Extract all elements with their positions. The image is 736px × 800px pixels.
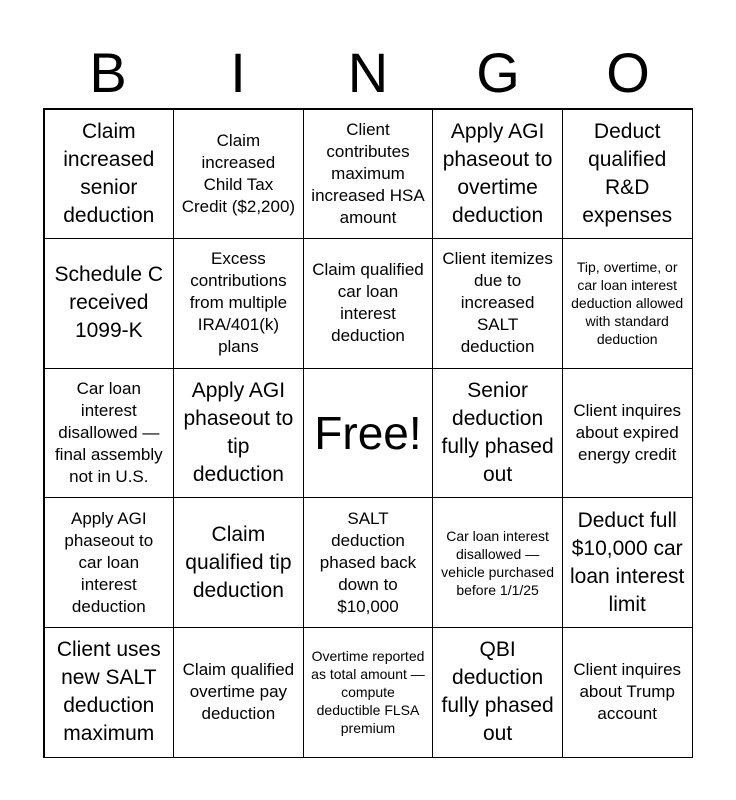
- bingo-cell[interactable]: [173, 238, 304, 369]
- cell-text: Claim qualified tip deduction: [185, 522, 292, 602]
- bingo-cell[interactable]: [173, 109, 304, 240]
- bingo-cell[interactable]: [303, 497, 434, 628]
- cell-text: Deduct qualified R&D expenses: [582, 119, 673, 227]
- header-letter-o: O: [606, 41, 650, 104]
- cell-text: Client inquires about expired energy credit: [573, 400, 682, 464]
- header-letter-b: B: [89, 41, 127, 104]
- bingo-cell[interactable]: [173, 627, 304, 758]
- bingo-cell[interactable]: [432, 109, 563, 240]
- bingo-cell[interactable]: [562, 497, 693, 628]
- cell-text: Claim increased Child Tax Credit ($2,200): [181, 130, 296, 216]
- bingo-cell[interactable]: [44, 627, 175, 758]
- cell-text: Free!: [314, 406, 422, 459]
- header-letter-g: G: [476, 41, 520, 104]
- bingo-cell[interactable]: [562, 238, 693, 369]
- bingo-cell[interactable]: [44, 368, 175, 499]
- bingo-cell[interactable]: [44, 497, 175, 628]
- cell-text: Client inquires about Trump account: [573, 660, 682, 724]
- header-letter-i: I: [230, 41, 246, 104]
- bingo-cell[interactable]: [303, 627, 434, 758]
- cell-text: Claim qualified overtime pay deduction: [182, 660, 295, 724]
- bingo-cell[interactable]: [303, 238, 434, 369]
- cell-text: Client contributes maximum increased HSA amount: [311, 119, 425, 227]
- cell-text: Apply AGI phaseout to car loan interest deduction: [64, 508, 154, 616]
- cell-text: Tip, overtime, or car loan interest deduction allowed with standard deduction: [571, 259, 684, 348]
- cell-text: Claim qualified car loan interest deduction: [312, 260, 424, 346]
- cell-text: Deduct full $10,000 car loan interest limit: [569, 508, 685, 616]
- bingo-board: [43, 108, 693, 758]
- cell-text: Claim increased senior deduction: [63, 119, 155, 227]
- bingo-cell[interactable]: [562, 109, 693, 240]
- cell-text: Car loan interest disallowed — vehicle purchased before 1/1/25: [441, 527, 555, 598]
- cell-text: QBI deduction fully phased out: [441, 638, 554, 746]
- cell-text: Client itemizes due to increased SALT deduction: [442, 249, 553, 357]
- cell-text: Overtime reported as total amount — compute deductible FLSA premium: [311, 648, 425, 737]
- free-space-cell[interactable]: [303, 368, 434, 499]
- bingo-cell[interactable]: [562, 368, 693, 499]
- cell-text: Apply AGI phaseout to tip deduction: [183, 378, 294, 486]
- cell-text: SALT deduction phased back down to $10,000: [319, 508, 417, 616]
- cell-text: Excess contributions from multiple IRA/401(k) plans: [189, 249, 288, 357]
- bingo-header: [43, 38, 693, 108]
- header-letter-n: N: [347, 41, 389, 104]
- bingo-cell[interactable]: [44, 109, 175, 240]
- cell-text: Apply AGI phaseout to overtime deduction: [442, 119, 553, 227]
- cell-text: Car loan interest disallowed — final assembly not in U.S.: [54, 378, 163, 486]
- cell-text: Schedule C received 1099-K: [54, 263, 164, 343]
- bingo-cell[interactable]: [432, 238, 563, 369]
- bingo-cell[interactable]: [173, 368, 304, 499]
- cell-text: Client uses new SALT deduction maximum: [56, 638, 161, 746]
- bingo-cell[interactable]: [432, 627, 563, 758]
- cell-text: Senior deduction fully phased out: [441, 378, 554, 486]
- bingo-cell[interactable]: [432, 497, 563, 628]
- bingo-cell[interactable]: [432, 368, 563, 499]
- bingo-cell[interactable]: [44, 238, 175, 369]
- bingo-cell[interactable]: [173, 497, 304, 628]
- bingo-cell[interactable]: [303, 109, 434, 240]
- bingo-cell[interactable]: [562, 627, 693, 758]
